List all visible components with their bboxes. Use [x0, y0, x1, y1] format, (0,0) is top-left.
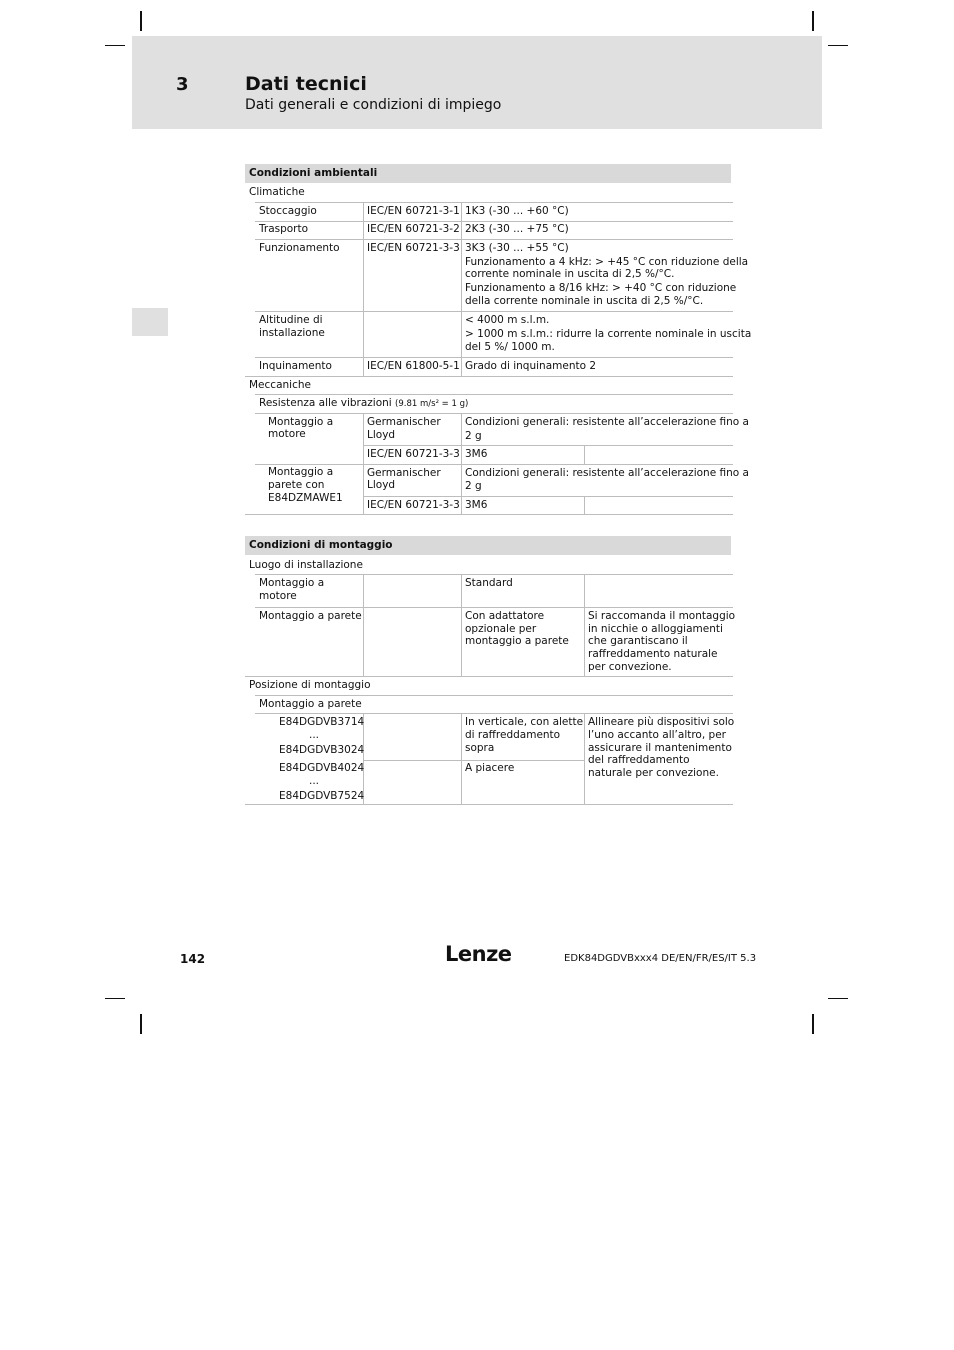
row-note: Allineare più dispositivi solo	[588, 716, 735, 728]
chapter-number: 3	[176, 74, 189, 95]
table-rule	[584, 574, 585, 676]
model-code: E84DGDVB3024	[279, 744, 365, 756]
section-header	[245, 164, 731, 183]
table-rule	[245, 804, 733, 805]
row-value: Standard	[465, 577, 513, 589]
row-label: Funzionamento	[259, 242, 340, 254]
row-standard: IEC/EN 60721-3-1	[367, 205, 460, 217]
model-ellipsis: ...	[309, 775, 320, 787]
lenze-logo: Lenze	[445, 942, 512, 966]
table-rule	[255, 221, 733, 222]
crop-mark	[105, 45, 125, 46]
mount-label: E84DZMAWE1	[268, 492, 343, 504]
table-rule	[461, 413, 462, 514]
row-value: 3M6	[465, 499, 488, 511]
row-standard: Germanischer	[367, 416, 441, 428]
row-value: 2 g	[465, 430, 482, 442]
row-value: montaggio a parete	[465, 635, 569, 647]
row-value: della corrente nominale in uscita di 2,5 %/°C.	[465, 295, 704, 307]
row-value: Grado di inquinamento 2	[465, 360, 597, 372]
row-label: Trasporto	[259, 223, 309, 235]
table-rule	[245, 514, 733, 515]
vibration-note: (9.81 m/s² = 1 g)	[395, 399, 469, 409]
table-rule	[255, 695, 733, 696]
group-label: Climatiche	[249, 186, 305, 198]
crop-mark	[812, 1014, 814, 1034]
vibration-label: Resistenza alle vibrazioni	[259, 397, 392, 409]
row-value: Con adattatore	[465, 610, 545, 622]
table-rule	[255, 413, 733, 414]
mount-label: Montaggio a	[268, 416, 334, 428]
row-label: Altitudine di	[259, 314, 323, 326]
row-standard: Germanischer	[367, 467, 441, 479]
chapter-subtitle: Dati generali e condizioni di impiego	[245, 97, 502, 113]
row-note: l’uno accanto all’altro, per	[588, 729, 726, 741]
table-rule	[364, 760, 585, 761]
row-value: sopra	[465, 742, 495, 754]
row-label: motore	[259, 590, 297, 602]
table-rule	[245, 676, 733, 677]
table-rule	[255, 464, 733, 465]
section-title: Condizioni ambientali	[249, 167, 378, 179]
section-title: Condizioni di montaggio	[249, 539, 393, 551]
table-rule	[584, 713, 585, 804]
model-ellipsis: ...	[309, 729, 320, 741]
row-note: raffreddamento naturale	[588, 648, 718, 660]
table-rule	[363, 202, 364, 376]
section-header	[245, 536, 731, 555]
table-rule	[255, 202, 733, 203]
chapter-side-tab	[132, 308, 168, 336]
row-note: Si raccomanda il montaggio	[588, 610, 736, 622]
mount-label: motore	[268, 428, 306, 440]
crop-mark	[105, 998, 125, 999]
row-value: 2 g	[465, 480, 482, 492]
table-rule	[255, 394, 733, 395]
table-rule	[255, 713, 733, 714]
row-standard: IEC/EN 60721-3-3	[367, 499, 460, 511]
table-rule	[255, 239, 733, 240]
row-value: opzionale per	[465, 623, 537, 635]
model-code: E84DGDVB4024	[279, 762, 365, 774]
row-value: Funzionamento a 4 kHz: > +45 °C con riduzione della	[465, 256, 749, 268]
row-standard: Lloyd	[367, 429, 396, 441]
row-note: del raffreddamento	[588, 754, 690, 766]
subgroup-label: Montaggio a parete	[259, 698, 362, 710]
row-note: che garantiscano il	[588, 635, 688, 647]
row-value: corrente nominale in uscita di 2,5 %/°C.	[465, 268, 675, 280]
row-standard: Lloyd	[367, 479, 396, 491]
crop-mark	[140, 11, 142, 31]
table-rule	[255, 311, 733, 312]
table-rule	[255, 607, 733, 608]
page-number: 142	[180, 952, 206, 966]
row-value: Condizioni generali: resistente all’accelerazione fino a	[465, 467, 749, 479]
row-note: in nicchie o alloggiamenti	[588, 623, 723, 635]
crop-mark	[812, 11, 814, 31]
crop-mark	[828, 998, 848, 999]
row-value: del 5 %/ 1000 m.	[465, 341, 555, 353]
mount-label: Montaggio a	[268, 466, 334, 478]
row-value: Condizioni generali: resistente all’accelerazione fino a	[465, 416, 749, 428]
row-label: Montaggio a parete	[259, 610, 362, 622]
table-rule	[245, 376, 733, 377]
row-note: naturale per convezione.	[588, 767, 719, 779]
row-value: 3M6	[465, 448, 488, 460]
model-code: E84DGDVB7524	[279, 790, 365, 802]
group-label: Meccaniche	[249, 379, 311, 391]
table-rule	[363, 574, 364, 676]
table-rule	[584, 496, 585, 514]
table-rule	[255, 357, 733, 358]
crop-mark	[828, 45, 848, 46]
row-note: assicurare il mantenimento	[588, 742, 732, 754]
table-rule	[364, 496, 733, 497]
group-label: Luogo di installazione	[249, 559, 363, 571]
row-value: > 1000 m s.l.m.: ridurre la corrente nominale in uscita	[465, 328, 752, 340]
table-rule	[584, 445, 585, 464]
row-label: Stoccaggio	[259, 205, 317, 217]
row-label: installazione	[259, 327, 325, 339]
row-value: Funzionamento a 8/16 kHz: > +40 °C con riduzione	[465, 282, 737, 294]
table-rule	[364, 445, 733, 446]
row-value: di raffreddamento	[465, 729, 561, 741]
table-rule	[461, 202, 462, 376]
row-value: In verticale, con alette	[465, 716, 584, 728]
row-value: 2K3 (-30 ... +75 °C)	[465, 223, 569, 235]
row-standard: IEC/EN 60721-3-3	[367, 448, 460, 460]
row-value: 1K3 (-30 ... +60 °C)	[465, 205, 569, 217]
group-label: Posizione di montaggio	[249, 679, 371, 691]
model-code: E84DGDVB3714	[279, 716, 365, 728]
row-value: A piacere	[465, 762, 515, 774]
chapter-title: Dati tecnici	[245, 73, 367, 95]
table-rule	[461, 574, 462, 676]
row-label: Montaggio a	[259, 577, 325, 589]
document-reference: EDK84DGDVBxxx4 DE/EN/FR/ES/IT 5.3	[564, 953, 757, 964]
table-rule	[255, 574, 733, 575]
row-standard: IEC/EN 61800-5-1	[367, 360, 460, 372]
subgroup-label	[259, 397, 468, 411]
row-value: < 4000 m s.l.m.	[465, 314, 550, 326]
crop-mark	[140, 1014, 142, 1034]
row-label: Inquinamento	[259, 360, 332, 372]
row-note: per convezione.	[588, 661, 672, 673]
row-standard: IEC/EN 60721-3-2	[367, 223, 460, 235]
row-standard: IEC/EN 60721-3-3	[367, 242, 460, 254]
chapter-header-band	[132, 36, 822, 129]
table-rule	[461, 713, 462, 804]
table-rule	[363, 413, 364, 514]
mount-label: parete con	[268, 479, 325, 491]
row-value: 3K3 (-30 ... +55 °C)	[465, 242, 569, 254]
